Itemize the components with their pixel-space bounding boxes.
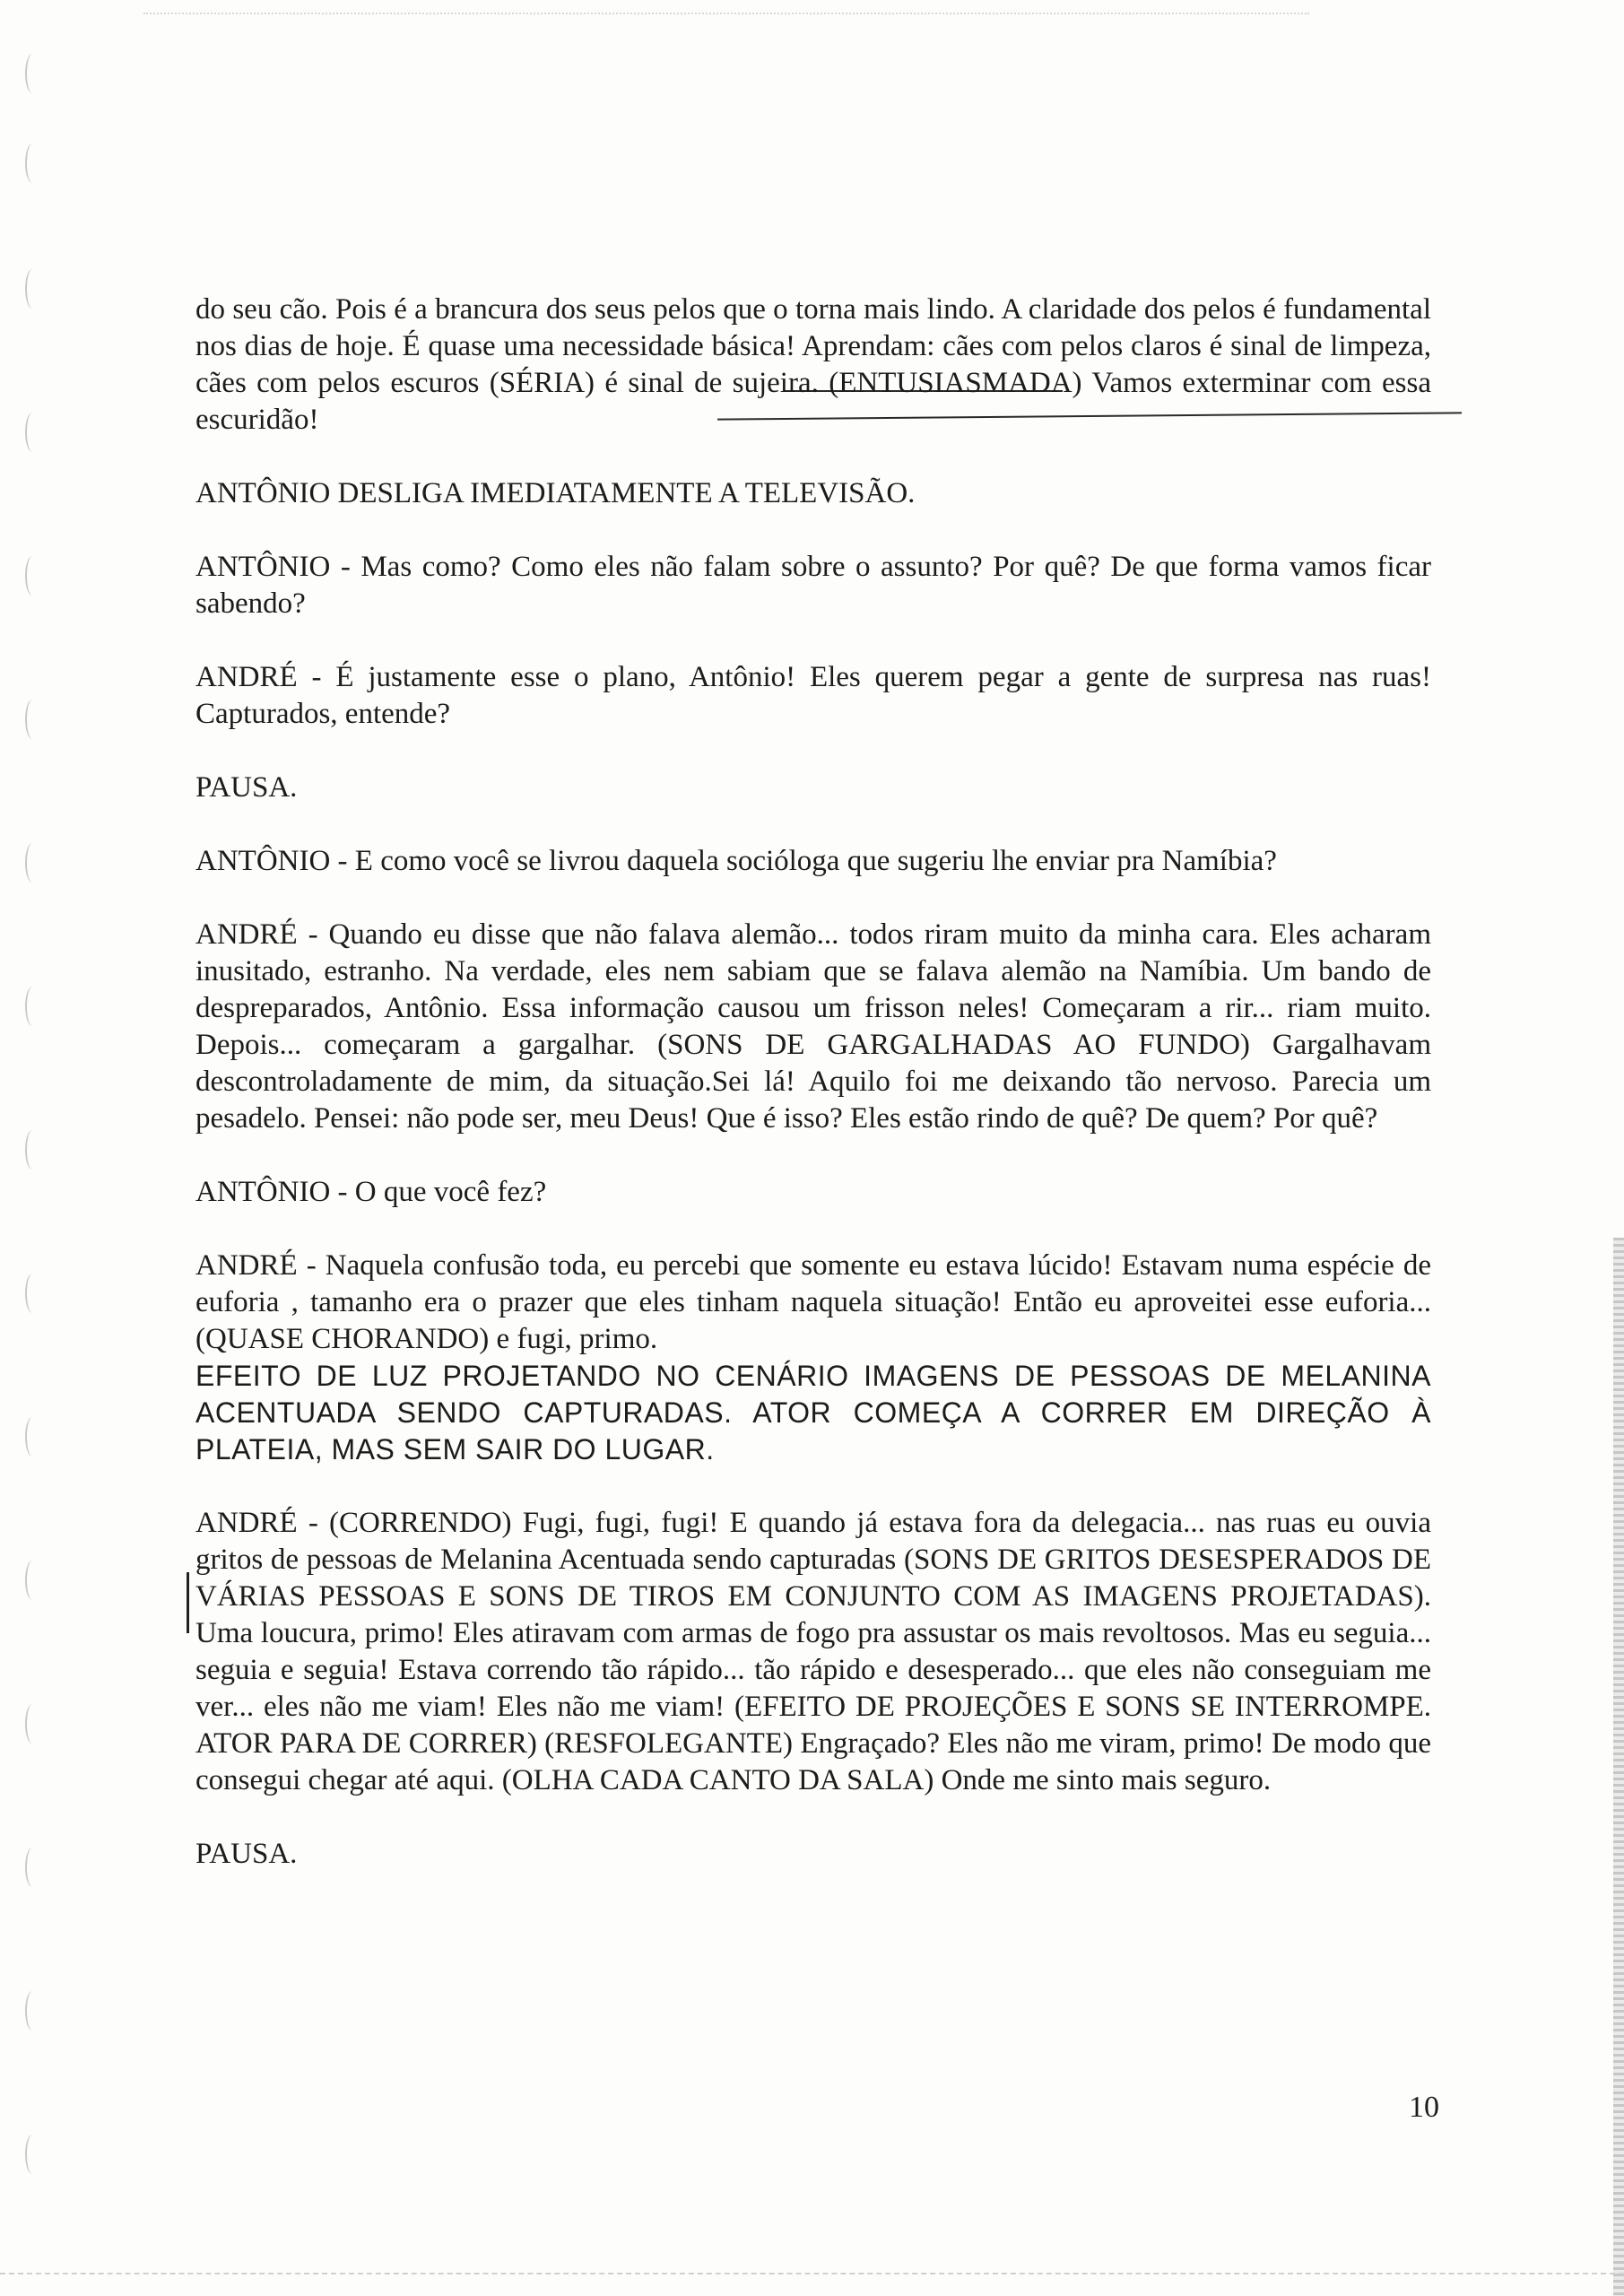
paragraph-dialogue: ANDRÉ - É justamente esse o plano, Antônio! Eles querem pegar a gente de surpresa nas ruas! Capturados, entende? (195, 661, 1431, 730)
page-number: 10 (1409, 2091, 1439, 2124)
paragraph-dialogue: do seu cão. Pois é a brancura dos seus pelos que o torna mais lindo. A claridade dos pelos é fundamental nos dias de hoje. É quase uma necessidade básica! Aprendam: cães com pelos claros é sinal de limpeza, cães com pelos escuros (SÉRIA) é sinal de sujeira. (ENTUSIASMADA) Vamos exterminar com essa escuridão! (195, 293, 1431, 436)
paragraph-dialogue: ANDRÉ - Naquela confusão toda, eu percebi que somente eu estava lúcido! Estavam numa espécie de euforia , tamanho era o prazer que eles tinham naquela situação! Então eu aproveitei esse euforia... (QUASE CHORANDO) e fugi, primo. (195, 1249, 1431, 1355)
paragraph-stage-direction: EFEITO DE LUZ PROJETANDO NO CENÁRIO IMAGENS DE PESSOAS DE MELANINA ACENTUADA SENDO CAPTURADAS. ATOR COMEÇA A CORRER EM DIREÇÃO À PLATEIA, MAS SEM SAIR DO LUGAR. (195, 1360, 1431, 1465)
script-text-body (195, 291, 1431, 1909)
scan-artifact-bottom (0, 2269, 1624, 2274)
handwritten-bracket-mark (187, 1572, 194, 1633)
paragraph-pause: PAUSA. (195, 771, 298, 804)
binder-hole-marks (0, 0, 81, 2296)
scan-artifact-right-edge (1613, 1238, 1624, 2296)
paragraph-dialogue: ANTÔNIO - Mas como? Como eles não falam sobre o assunto? Por quê? De que forma vamos ficar sabendo? (195, 551, 1431, 620)
paragraph-stage-direction: ANTÔNIO DESLIGA IMEDIATAMENTE A TELEVISÃO. (195, 477, 916, 509)
paragraph-dialogue: ANDRÉ - (CORRENDO) Fugi, fugi, fugi! E quando já estava fora da delegacia... nas ruas eu ouvia gritos de pessoas de Melanina Acentuada sendo capturadas (SONS DE GRITOS DESESPERADOS DE VÁRIAS PESSOAS E SONS DE TIROS EM CONJUNTO COM AS IMAGENS PROJETADAS). Uma loucura, primo! Eles atiravam com armas de fogo pra assustar os mais revoltosos. Mas eu seguia... seguia e seguia! Estava correndo tão rápido... tão rápido e desesperado... que eles não conseguiam me ver... eles não me viam! Eles não me viam! (EFEITO DE PROJEÇÕES E SONS SE INTERROMPE. ATOR PARA DE CORRER) (RESFOLEGANTE) Engraçado? Eles não me viram, primo! De modo que consegui chegar até aqui. (OLHA CADA CANTO DA SALA) Onde me sinto mais seguro. (195, 1507, 1431, 1796)
paragraph-dialogue: ANTÔNIO - O que você fez? (195, 1176, 547, 1208)
scan-artifact-top (143, 0, 1309, 14)
paragraph-dialogue: ANDRÉ - Quando eu disse que não falava alemão... todos riram muito da minha cara. Eles acharam inusitado, estranho. Na verdade, eles nem sabiam que se falava alemão na Namíbia. Um bando de despreparados, Antônio. Essa informação causou um frisson neles! Começaram a rir... riam muito. Depois... começaram a gargalhar. (SONS DE GARGALHADAS AO FUNDO) Gargalhavam descontroladamente de mim, da situação.Sei lá! Aquilo foi me deixando tão nervoso. Parecia um pesadelo. Pensei: não pode ser, meu Deus! Que é isso? Eles estão rindo de quê? De quem? Por quê? (195, 918, 1431, 1135)
paragraph-pause: PAUSA. (195, 1838, 298, 1870)
paragraph-dialogue: ANTÔNIO - E como você se livrou daquela socióloga que sugeriu lhe enviar pra Namíbia? (195, 845, 1277, 877)
